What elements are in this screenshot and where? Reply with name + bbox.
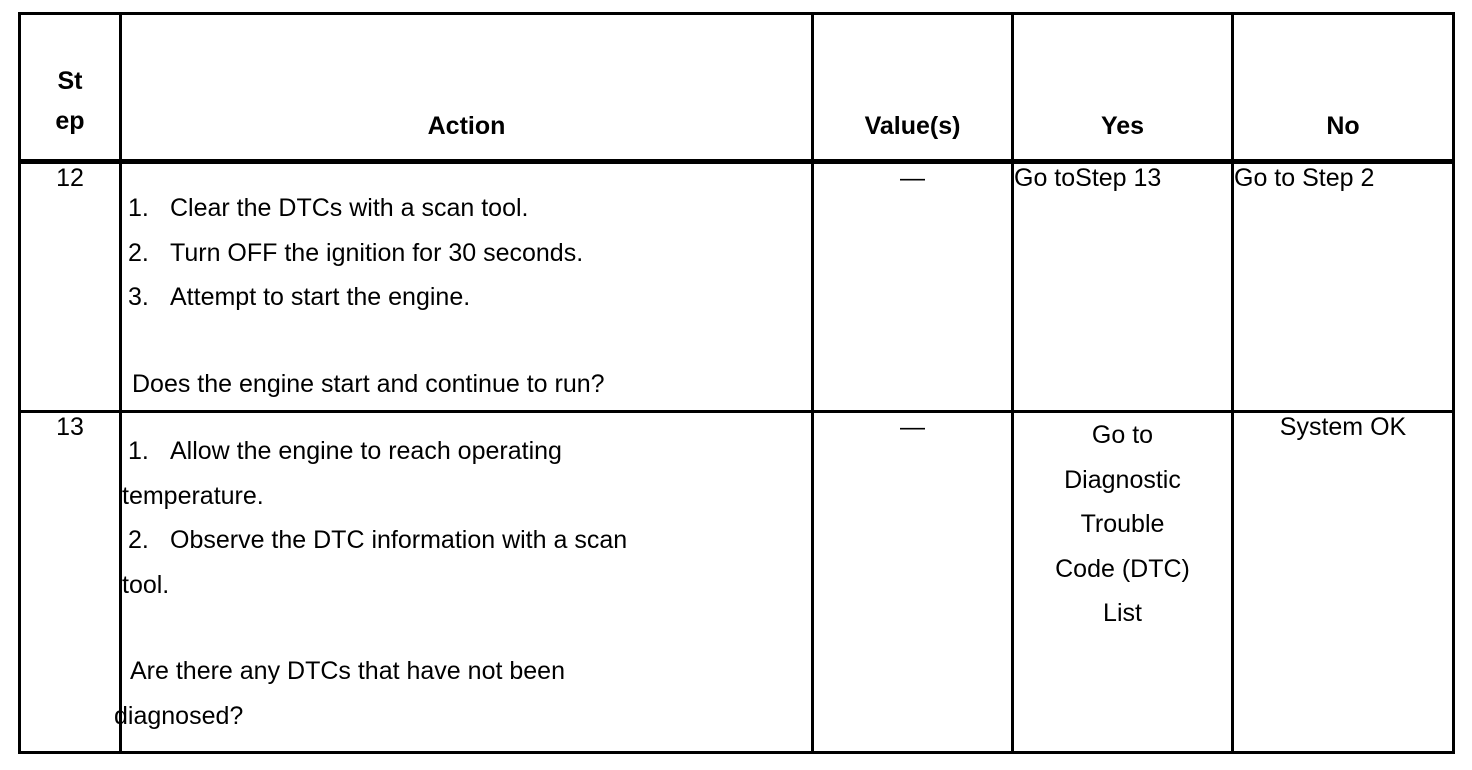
action-item-text: Attempt to start the engine. (170, 283, 471, 311)
value-cell: — (813, 162, 1013, 412)
action-item-text: Turn OFF the ignition for 30 seconds. (170, 238, 584, 267)
action-item-text: Observe the DTC information with a scan (170, 526, 628, 554)
action-item-number: 3. (128, 283, 149, 311)
yes-line: Go to (1091, 421, 1154, 449)
action-item-number: 1. (128, 194, 149, 222)
table-row-step-13 (20, 412, 1454, 753)
question-line2: diagnosed? (114, 701, 244, 730)
action-cell (121, 162, 813, 412)
step-number: 13 (20, 412, 121, 753)
yes-cell (1013, 412, 1233, 753)
action-item (122, 518, 811, 607)
action-item-text: Clear the DTCs with a scan tool. (170, 194, 529, 222)
action-item (122, 275, 811, 320)
yes-cell: Go toStep 13 (1013, 162, 1233, 412)
action-item (122, 186, 811, 231)
action-list (122, 429, 811, 607)
action-question: Does the engine start and continue to run? (132, 369, 605, 398)
no-cell: System OK (1233, 412, 1454, 753)
header-step-line2: ep (55, 107, 85, 135)
action-item-number: 2. (128, 238, 149, 267)
header-step (20, 14, 121, 162)
table-row-step-12 (20, 162, 1454, 412)
no-cell: Go to Step 2 (1233, 162, 1454, 412)
header-row (20, 14, 1454, 162)
diagnostic-table (18, 12, 1455, 754)
header-values: Value(s) (813, 14, 1013, 162)
action-list (122, 186, 811, 320)
yes-line: List (1103, 599, 1142, 627)
action-question (114, 649, 811, 738)
yes-line: Diagnostic (1064, 465, 1181, 494)
action-item-text-cont: temperature. (122, 481, 264, 510)
action-item-number: 1. (128, 437, 149, 465)
question-line1: Are there any DTCs that have not been (130, 657, 565, 685)
action-item (122, 429, 811, 518)
step-number: 12 (20, 162, 121, 412)
action-item-number: 2. (128, 526, 149, 554)
action-cell (114, 412, 813, 753)
value-cell: — (813, 412, 1013, 753)
action-item-text-cont: tool. (122, 570, 170, 599)
header-yes: Yes (1013, 14, 1233, 162)
yes-line: Trouble (1080, 510, 1165, 538)
yes-line: Code (DTC) (1055, 554, 1190, 583)
action-item (122, 231, 811, 276)
header-action: Action (121, 14, 813, 162)
header-no: No (1233, 14, 1454, 162)
header-step-line1: St (57, 67, 83, 95)
action-item-text: Allow the engine to reach operating (170, 437, 562, 465)
